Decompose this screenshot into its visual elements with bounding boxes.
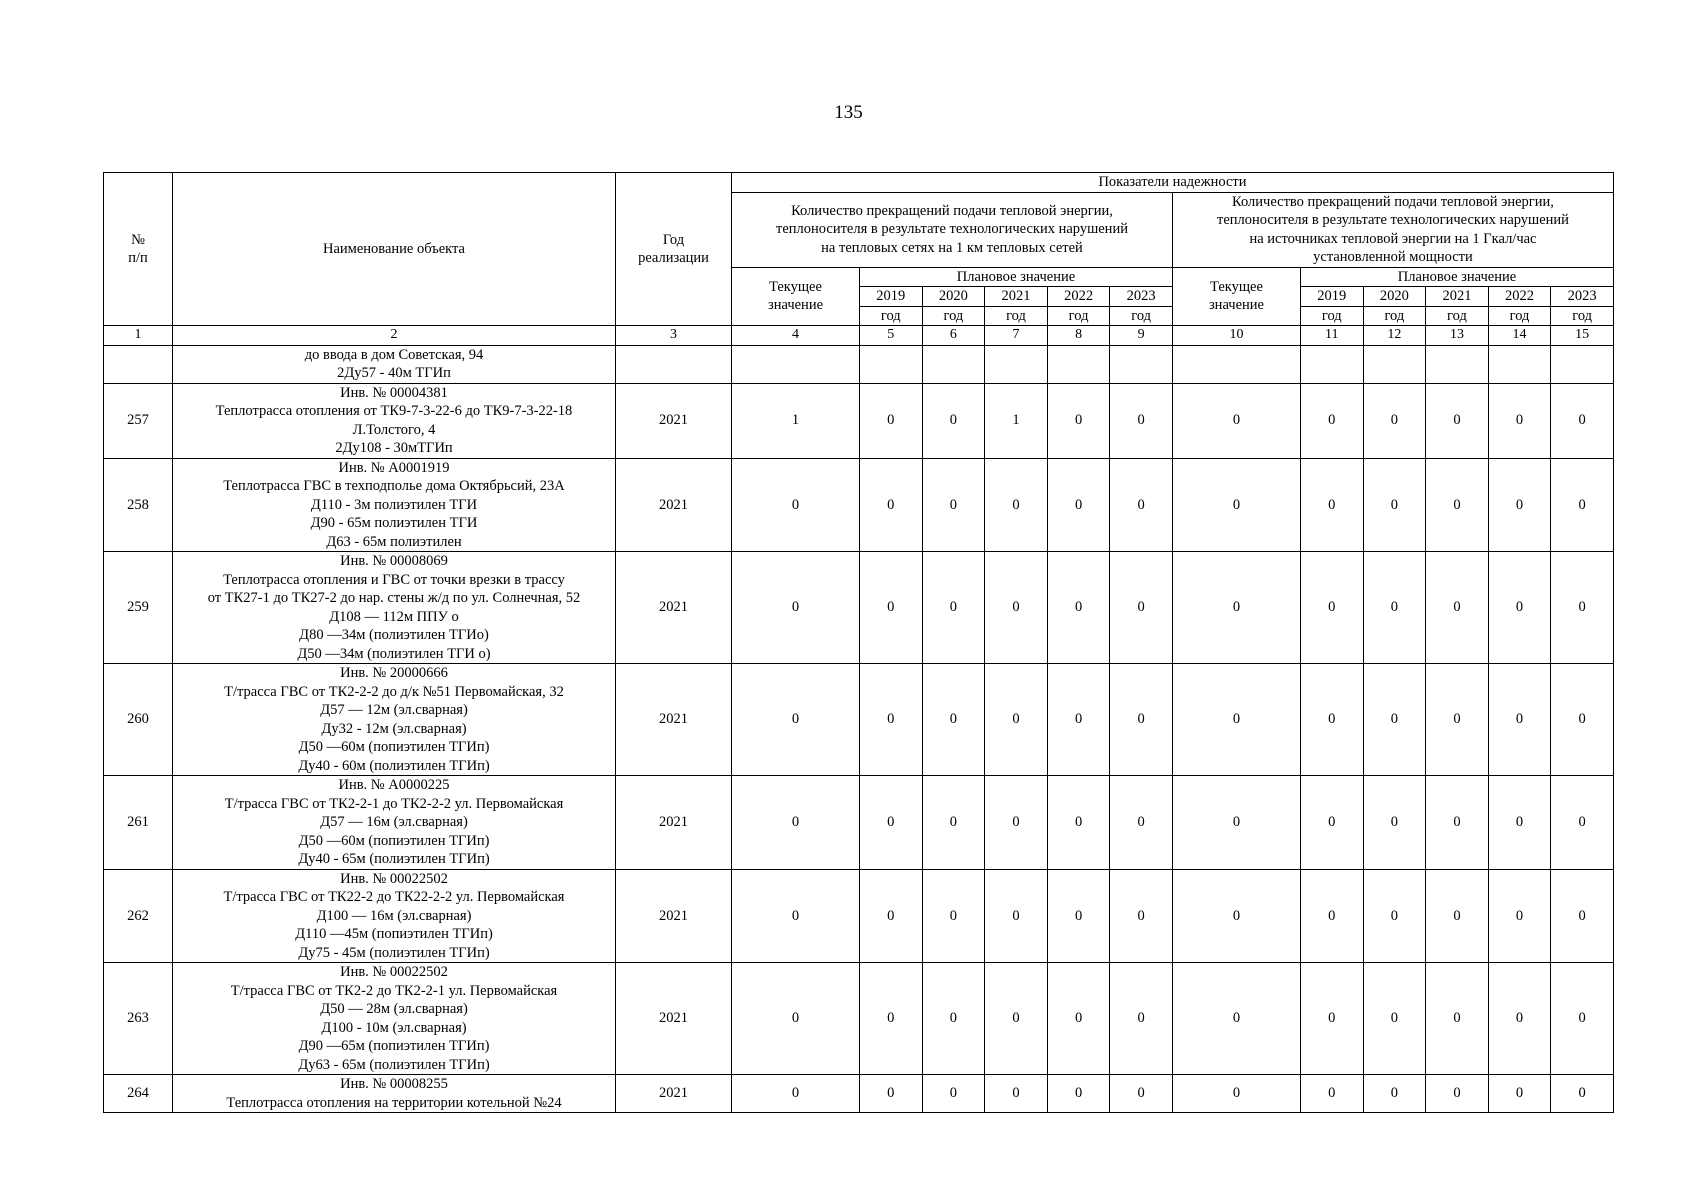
indicator-value: 0 — [1363, 458, 1426, 552]
object-name-line: Д80 —34м (полиэтилен ТГИо) — [299, 627, 489, 643]
indicator-value: 0 — [985, 552, 1048, 664]
indicator-value: 0 — [1488, 383, 1551, 458]
indicator-value: 0 — [1426, 552, 1489, 664]
column-number: 5 — [860, 326, 923, 346]
implementation-year: 2021 — [616, 869, 732, 963]
row-number: 258 — [104, 458, 173, 552]
object-name-line: 2Ду108 - 30мТГИп — [335, 440, 453, 456]
implementation-year: 2021 — [616, 458, 732, 552]
indicator-value: 0 — [732, 869, 860, 963]
table-row — [104, 963, 1614, 1075]
indicator-value — [1047, 345, 1110, 383]
indicator-value: 0 — [1488, 963, 1551, 1075]
indicator-value: 0 — [860, 869, 923, 963]
column-number: 8 — [1047, 326, 1110, 346]
object-name — [173, 664, 616, 776]
indicator-value — [860, 345, 923, 383]
object-name-line: Инв. № 00004381 — [340, 384, 448, 401]
indicator-value — [1110, 345, 1173, 383]
indicator-value: 0 — [1488, 869, 1551, 963]
header-group-networks: Количество прекращений подачи тепловой энергии, теплоносителя в результате технологических нарушений на тепловых сетях на 1 км тепловых сетей — [732, 192, 1173, 267]
object-name-line: от ТК27-1 до ТК27-2 до нар. стены ж/д по ул. Солнечная, 52 — [207, 590, 581, 606]
indicator-value: 0 — [1172, 383, 1300, 458]
table-row — [104, 664, 1614, 776]
indicator-value: 0 — [1363, 664, 1426, 776]
indicator-value: 0 — [1300, 776, 1363, 870]
object-name-line: Ду40 - 60м (полиэтилен ТГИп) — [298, 757, 490, 774]
object-name-line: Инв. № 00008255 — [340, 1076, 448, 1092]
header-year-2019: 2019 — [860, 287, 923, 307]
indicator-value: 0 — [1047, 869, 1110, 963]
object-name-line: Д110 —45м (попиэтилен ТГИп) — [295, 926, 493, 942]
indicator-value: 0 — [1551, 869, 1614, 963]
indicator-value: 0 — [860, 383, 923, 458]
indicator-value: 0 — [1551, 776, 1614, 870]
table-row — [104, 776, 1614, 870]
indicator-value: 0 — [1110, 664, 1173, 776]
object-name-line: Д100 — 16м (эл.сварная) — [316, 907, 472, 924]
object-name-line: Ду32 - 12м (эл.сварная) — [321, 720, 467, 737]
indicator-value: 1 — [985, 383, 1048, 458]
header-year-2021: 2021 — [985, 287, 1048, 307]
indicator-value: 0 — [732, 1075, 860, 1113]
indicator-value: 0 — [922, 383, 985, 458]
object-name-line: Л.Толстого, 4 — [352, 421, 436, 438]
object-name-line: Т/трасса ГВС от ТК2-2 до ТК2-2-1 ул. Первомайская — [230, 982, 558, 999]
indicator-value: 0 — [922, 1075, 985, 1113]
indicator-value: 0 — [1110, 776, 1173, 870]
indicator-value: 0 — [1172, 1075, 1300, 1113]
object-name-line: Инв. № 00008069 — [340, 553, 448, 569]
object-name-line: Д110 - 3м полиэтилен ТГИ — [310, 496, 478, 513]
header-current-sources: Текущее значение — [1172, 267, 1300, 326]
object-name-line: Д50 —60м (попиэтилен ТГИп) — [298, 739, 490, 755]
header-year: Год реализации — [616, 173, 732, 326]
header-year-2022: 2022 — [1488, 287, 1551, 307]
indicator-value: 0 — [1300, 458, 1363, 552]
indicator-value: 0 — [985, 664, 1048, 776]
header-year-suffix: год — [985, 306, 1048, 326]
object-name-line: Теплотрасса отопления от ТК9-7-3-22-6 до ТК9-7-3-22-18 — [215, 403, 573, 419]
indicator-value: 0 — [922, 664, 985, 776]
object-name — [173, 1075, 616, 1113]
indicator-value: 0 — [1047, 963, 1110, 1075]
column-number: 3 — [616, 326, 732, 346]
header-year-2023: 2023 — [1551, 287, 1614, 307]
implementation-year: 2021 — [616, 552, 732, 664]
indicator-value: 0 — [732, 552, 860, 664]
object-name-line: Инв. № 20000666 — [340, 665, 448, 681]
object-name-line: Инв. № А0000225 — [338, 777, 450, 793]
indicator-value: 0 — [1110, 963, 1173, 1075]
indicator-value — [1426, 345, 1489, 383]
implementation-year: 2021 — [616, 776, 732, 870]
header-year-suffix: год — [1488, 306, 1551, 326]
row-number: 262 — [104, 869, 173, 963]
row-number — [104, 345, 173, 383]
indicator-value: 0 — [1426, 664, 1489, 776]
indicator-value: 0 — [1300, 664, 1363, 776]
indicator-value: 0 — [1426, 869, 1489, 963]
indicator-value: 0 — [1426, 458, 1489, 552]
object-name-line: Д50 —34м (полиэтилен ТГИ о) — [297, 645, 491, 662]
table-row — [104, 383, 1614, 458]
indicator-value: 0 — [732, 776, 860, 870]
column-number: 2 — [173, 326, 616, 346]
object-name-line: Инв. № А0001919 — [338, 459, 450, 476]
row-number: 257 — [104, 383, 173, 458]
object-name — [173, 383, 616, 458]
indicator-value: 0 — [1426, 963, 1489, 1075]
indicator-value: 0 — [860, 1075, 923, 1113]
object-name-line: Д57 — 12м (эл.сварная) — [320, 702, 468, 718]
implementation-year: 2021 — [616, 664, 732, 776]
header-year-2020: 2020 — [1363, 287, 1426, 307]
indicator-value: 0 — [985, 1075, 1048, 1113]
implementation-year — [616, 345, 732, 383]
indicator-value — [922, 345, 985, 383]
indicator-value: 0 — [1110, 383, 1173, 458]
header-year-suffix: год — [1047, 306, 1110, 326]
object-name — [173, 458, 616, 552]
header-year-2021: 2021 — [1426, 287, 1489, 307]
header-year-suffix: год — [1426, 306, 1489, 326]
indicator-value: 0 — [1047, 664, 1110, 776]
indicator-value: 0 — [1551, 458, 1614, 552]
object-name — [173, 963, 616, 1075]
indicator-value — [1551, 345, 1614, 383]
indicator-value: 0 — [1172, 963, 1300, 1075]
indicator-value — [732, 345, 860, 383]
header-group-sources: Количество прекращений подачи тепловой энергии, теплоносителя в результате технологических нарушений на источниках тепловой энергии на 1 Гкал/час установленной мощности — [1172, 192, 1613, 267]
page-number: 135 — [834, 102, 863, 123]
column-number: 11 — [1300, 326, 1363, 346]
column-number: 13 — [1426, 326, 1489, 346]
object-name-line: Д50 — 28м (эл.сварная) — [320, 1001, 468, 1017]
column-number: 9 — [1110, 326, 1173, 346]
object-name-line: Теплотрасса отопления и ГВС от точки врезки в трассу — [223, 571, 565, 588]
header-planned-networks: Плановое значение — [860, 267, 1173, 287]
object-name-line: Теплотрасса ГВС в техподполье дома Октябрьсий, 23А — [223, 478, 565, 494]
indicator-value: 0 — [985, 776, 1048, 870]
object-name-line: Д63 - 65м полиэтилен — [326, 533, 462, 550]
column-number: 6 — [922, 326, 985, 346]
indicator-value: 0 — [1110, 458, 1173, 552]
indicator-value — [1300, 345, 1363, 383]
indicator-value: 0 — [1488, 776, 1551, 870]
indicator-value: 0 — [1300, 869, 1363, 963]
object-name-line: Инв. № 00022502 — [340, 964, 448, 980]
header-num: № п/п — [104, 173, 173, 326]
header-planned-sources: Плановое значение — [1300, 267, 1613, 287]
table-row — [104, 458, 1614, 552]
indicator-value: 0 — [1363, 963, 1426, 1075]
column-number: 15 — [1551, 326, 1614, 346]
indicator-value: 0 — [1047, 1075, 1110, 1113]
object-name-line: Д90 - 65м полиэтилен ТГИ — [310, 515, 478, 531]
indicator-value: 0 — [1426, 383, 1489, 458]
indicator-value: 0 — [1172, 869, 1300, 963]
header-indicators: Показатели надежности — [732, 173, 1614, 193]
indicator-value: 0 — [985, 869, 1048, 963]
indicator-value: 0 — [1172, 458, 1300, 552]
object-name — [173, 345, 616, 383]
reliability-table — [103, 172, 1614, 1113]
header-year-suffix: год — [1363, 306, 1426, 326]
indicator-value: 0 — [922, 458, 985, 552]
indicator-value: 0 — [1363, 383, 1426, 458]
object-name-line: Инв. № 00022502 — [340, 870, 448, 887]
table-row — [104, 552, 1614, 664]
indicator-value: 0 — [860, 458, 923, 552]
indicator-value: 0 — [1363, 776, 1426, 870]
object-name — [173, 776, 616, 870]
column-number: 4 — [732, 326, 860, 346]
column-number: 14 — [1488, 326, 1551, 346]
indicator-value: 0 — [1300, 963, 1363, 1075]
indicator-value: 0 — [732, 963, 860, 1075]
indicator-value — [985, 345, 1048, 383]
indicator-value: 0 — [860, 963, 923, 1075]
indicator-value: 0 — [1551, 963, 1614, 1075]
indicator-value: 0 — [1110, 552, 1173, 664]
indicator-value: 1 — [732, 383, 860, 458]
implementation-year: 2021 — [616, 1075, 732, 1113]
indicator-value: 0 — [922, 963, 985, 1075]
object-name-line: 2Ду57 - 40м ТГИп — [337, 365, 451, 381]
implementation-year: 2021 — [616, 963, 732, 1075]
object-name-line: Д90 —65м (попиэтилен ТГИп) — [298, 1038, 490, 1054]
indicator-value: 0 — [732, 458, 860, 552]
object-name-line: Д108 — 112м ППУ о — [329, 608, 459, 625]
object-name-line: Ду75 - 45м (полиэтилен ТГИп) — [298, 944, 490, 961]
column-numbers-row — [104, 326, 1614, 346]
indicator-value: 0 — [1047, 458, 1110, 552]
indicator-value: 0 — [860, 776, 923, 870]
table-row — [104, 1075, 1614, 1113]
indicator-value: 0 — [1300, 552, 1363, 664]
indicator-value: 0 — [860, 664, 923, 776]
table-row — [104, 869, 1614, 963]
indicator-value: 0 — [1363, 1075, 1426, 1113]
indicator-value: 0 — [1047, 776, 1110, 870]
indicator-value: 0 — [922, 776, 985, 870]
indicator-value: 0 — [1047, 552, 1110, 664]
indicator-value: 0 — [985, 458, 1048, 552]
header-year-suffix: год — [1300, 306, 1363, 326]
indicator-value — [1488, 345, 1551, 383]
object-name-line: Д50 —60м (попиэтилен ТГИп) — [298, 832, 490, 849]
object-name-line: Д57 — 16м (эл.сварная) — [320, 814, 468, 830]
object-name-line: Т/трасса ГВС от ТК22-2 до ТК22-2-2 ул. Первомайская — [223, 889, 565, 905]
header-year-suffix: год — [1110, 306, 1173, 326]
row-number: 260 — [104, 664, 173, 776]
header-year-suffix: год — [922, 306, 985, 326]
header-year-2023: 2023 — [1110, 287, 1173, 307]
table-row — [104, 345, 1614, 383]
indicator-value: 0 — [1551, 1075, 1614, 1113]
indicator-value: 0 — [1551, 664, 1614, 776]
indicator-value: 0 — [1363, 869, 1426, 963]
implementation-year: 2021 — [616, 383, 732, 458]
indicator-value: 0 — [732, 664, 860, 776]
object-name-line: Ду40 - 65м (полиэтилен ТГИп) — [298, 851, 490, 867]
indicator-value: 0 — [860, 552, 923, 664]
object-name-line: до ввода в дом Советская, 94 — [304, 346, 484, 363]
indicator-value: 0 — [1488, 664, 1551, 776]
object-name — [173, 552, 616, 664]
header-year-suffix: год — [1551, 306, 1614, 326]
table-header — [104, 173, 1614, 346]
indicator-value: 0 — [1172, 552, 1300, 664]
column-number: 10 — [1172, 326, 1300, 346]
indicator-value: 0 — [1363, 552, 1426, 664]
object-name-line: Т/трасса ГВС от ТК2-2-1 до ТК2-2-2 ул. Первомайская — [224, 795, 564, 812]
indicator-value: 0 — [1426, 776, 1489, 870]
indicator-value: 0 — [1110, 869, 1173, 963]
object-name-line: Д100 - 10м (эл.сварная) — [321, 1019, 467, 1036]
header-year-2022: 2022 — [1047, 287, 1110, 307]
indicator-value: 0 — [1172, 664, 1300, 776]
indicator-value: 0 — [1488, 458, 1551, 552]
row-number: 259 — [104, 552, 173, 664]
indicator-value: 0 — [1300, 383, 1363, 458]
indicator-value: 0 — [922, 869, 985, 963]
indicator-value: 0 — [1488, 552, 1551, 664]
indicator-value: 0 — [1551, 383, 1614, 458]
indicator-value: 0 — [1426, 1075, 1489, 1113]
row-number: 264 — [104, 1075, 173, 1113]
indicator-value: 0 — [922, 552, 985, 664]
object-name — [173, 869, 616, 963]
object-name-line: Теплотрасса отопления на территории котельной №24 — [226, 1094, 562, 1111]
header-year-suffix: год — [860, 306, 923, 326]
table-body — [104, 345, 1614, 1113]
indicator-value: 0 — [1047, 383, 1110, 458]
header-year-2019: 2019 — [1300, 287, 1363, 307]
indicator-value: 0 — [1110, 1075, 1173, 1113]
indicator-value: 0 — [1488, 1075, 1551, 1113]
column-number: 12 — [1363, 326, 1426, 346]
row-number: 261 — [104, 776, 173, 870]
column-number: 1 — [104, 326, 173, 346]
header-year-2020: 2020 — [922, 287, 985, 307]
indicator-value: 0 — [1172, 776, 1300, 870]
indicator-value — [1363, 345, 1426, 383]
header-name: Наименование объекта — [173, 173, 616, 326]
header-current-networks: Текущее значение — [732, 267, 860, 326]
indicator-value: 0 — [1551, 552, 1614, 664]
indicator-value — [1172, 345, 1300, 383]
row-number: 263 — [104, 963, 173, 1075]
indicator-value: 0 — [1300, 1075, 1363, 1113]
indicator-value: 0 — [985, 963, 1048, 1075]
object-name-line: Ду63 - 65м (полиэтилен ТГИп) — [298, 1056, 490, 1073]
column-number: 7 — [985, 326, 1048, 346]
object-name-line: Т/трасса ГВС от ТК2-2-2 до д/к №51 Первомайская, 32 — [224, 683, 564, 700]
